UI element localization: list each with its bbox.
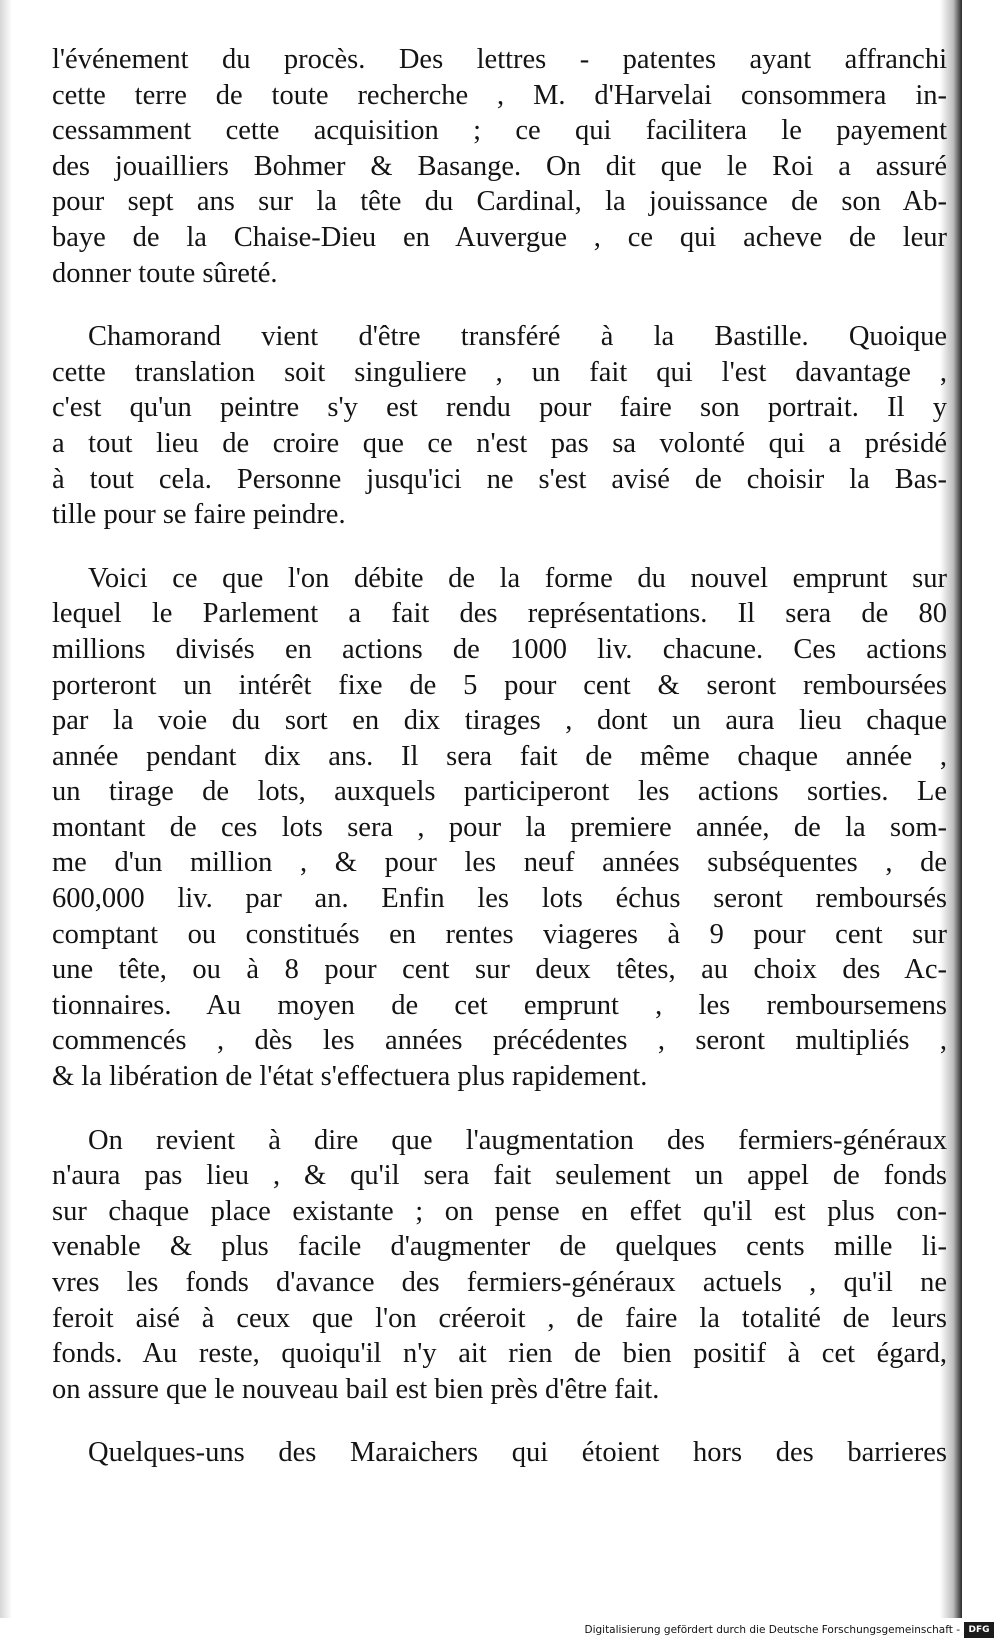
paragraph-4 [52,1123,947,1408]
paragraph-3 [52,561,947,1095]
paragraph-5 [52,1435,947,1471]
text-line: montant de ces lots sera , pour la premiere année, de la som- [52,811,947,843]
text-line: cette translation soit singuliere , un fait qui l'est davantage , [52,356,947,388]
paragraph-2 [52,319,947,533]
scan-left-edge [0,0,12,1618]
text-line: tionnaires. Au moyen de cet emprunt , les remboursemens [52,989,947,1021]
text-line: millions divisés en actions de 1000 liv. chacune. Ces actions [52,633,947,665]
paragraph-1 [52,42,947,291]
text-line: venable & plus facile d'augmenter de quelques cents mille li- [52,1231,947,1263]
text-line: pour sept ans sur la tête du Cardinal, la jouissance de son Ab- [52,186,947,218]
text-line: l'événement du procès. Des lettres - patentes ayant affranchi [52,44,947,75]
text-line: donner toute sûreté. [52,257,278,289]
text-line: lequel le Parlement a fait des représentations. Il sera de 80 [52,598,947,630]
funding-credit: Digitalisierung gefördert durch die Deutsche Forschungsgemeinschaft - [584,1624,960,1636]
text-line: On revient à dire que l'augmentation des fermiers-généraux [88,1124,947,1156]
text-line: comptant ou constitués en rentes viageres à 9 pour cent sur [52,918,947,950]
text-line: tille pour se faire peindre. [52,499,346,531]
text-line: sur chaque place existante ; on pense en effet qu'il est plus con- [52,1195,947,1227]
text-line: & la libération de l'état s'effectuera plus rapidement. [52,1061,648,1093]
text-line: des jouailliers Bohmer & Basange. On dit que le Roi a assuré [52,150,947,182]
text-line: baye de la Chaise-Dieu en Auvergue , ce qui acheve de leur [52,221,947,253]
text-line: Quelques-uns des Maraichers qui étoient hors des barrieres [88,1437,947,1469]
text-line: une tête, ou à 8 pour cent sur deux têtes, au choix des Ac- [52,954,947,986]
text-line: à tout cela. Personne jusqu'ici ne s'est avisé de choisir la Bas- [52,463,947,495]
text-line: cessamment cette acquisition ; ce qui facilitera le payement [52,115,947,147]
text-line: cette terre de toute recherche , M. d'Harvelai consommera in- [52,79,947,111]
text-line: par la voie du sort en dix tirages , dont un aura lieu chaque [52,705,947,737]
text-line: un tirage de lots, auxquels participeront les actions sorties. Le [52,776,947,808]
text-line: a tout lieu de croire que ce n'est pas sa volonté qui a présidé [52,427,947,459]
text-line: commencés , dès les années précédentes , seront multipliés , [52,1025,947,1057]
text-line: c'est qu'un peintre s'y est rendu pour faire son portrait. Il y [52,392,947,424]
text-line: vres les fonds d'avance des fermiers-généraux actuels , qu'il ne [52,1267,947,1298]
text-line: on assure que le nouveau bail est bien près d'être fait. [52,1373,660,1405]
text-line: porteront un intérêt fixe de 5 pour cent & seront remboursées [52,669,947,701]
text-line: fonds. Au reste, quoiqu'il n'y ait rien de bien positif à cet égard, [52,1338,947,1370]
text-line: Voici ce que l'on débite de la forme du nouvel emprunt sur [88,562,947,594]
text-line: n'aura pas lieu , & qu'il sera fait seulement un appel de fonds [52,1160,947,1192]
dfg-logo: DFG [964,1622,994,1638]
text-line: 600,000 liv. par an. Enfin les lots échus seront remboursés [52,883,947,915]
digitization-footer [0,1618,1000,1643]
text-line: année pendant dix ans. Il sera fait de même chaque année , [52,740,947,772]
body-text [52,42,947,1471]
text-line: feroit aisé à ceux que l'on créeroit , de faire la totalité de leurs [52,1302,947,1334]
text-line: Chamorand vient d'être transféré à la Bastille. Quoique [88,321,947,353]
text-line: me d'un million , & pour les neuf années subséquentes , de [52,847,947,879]
